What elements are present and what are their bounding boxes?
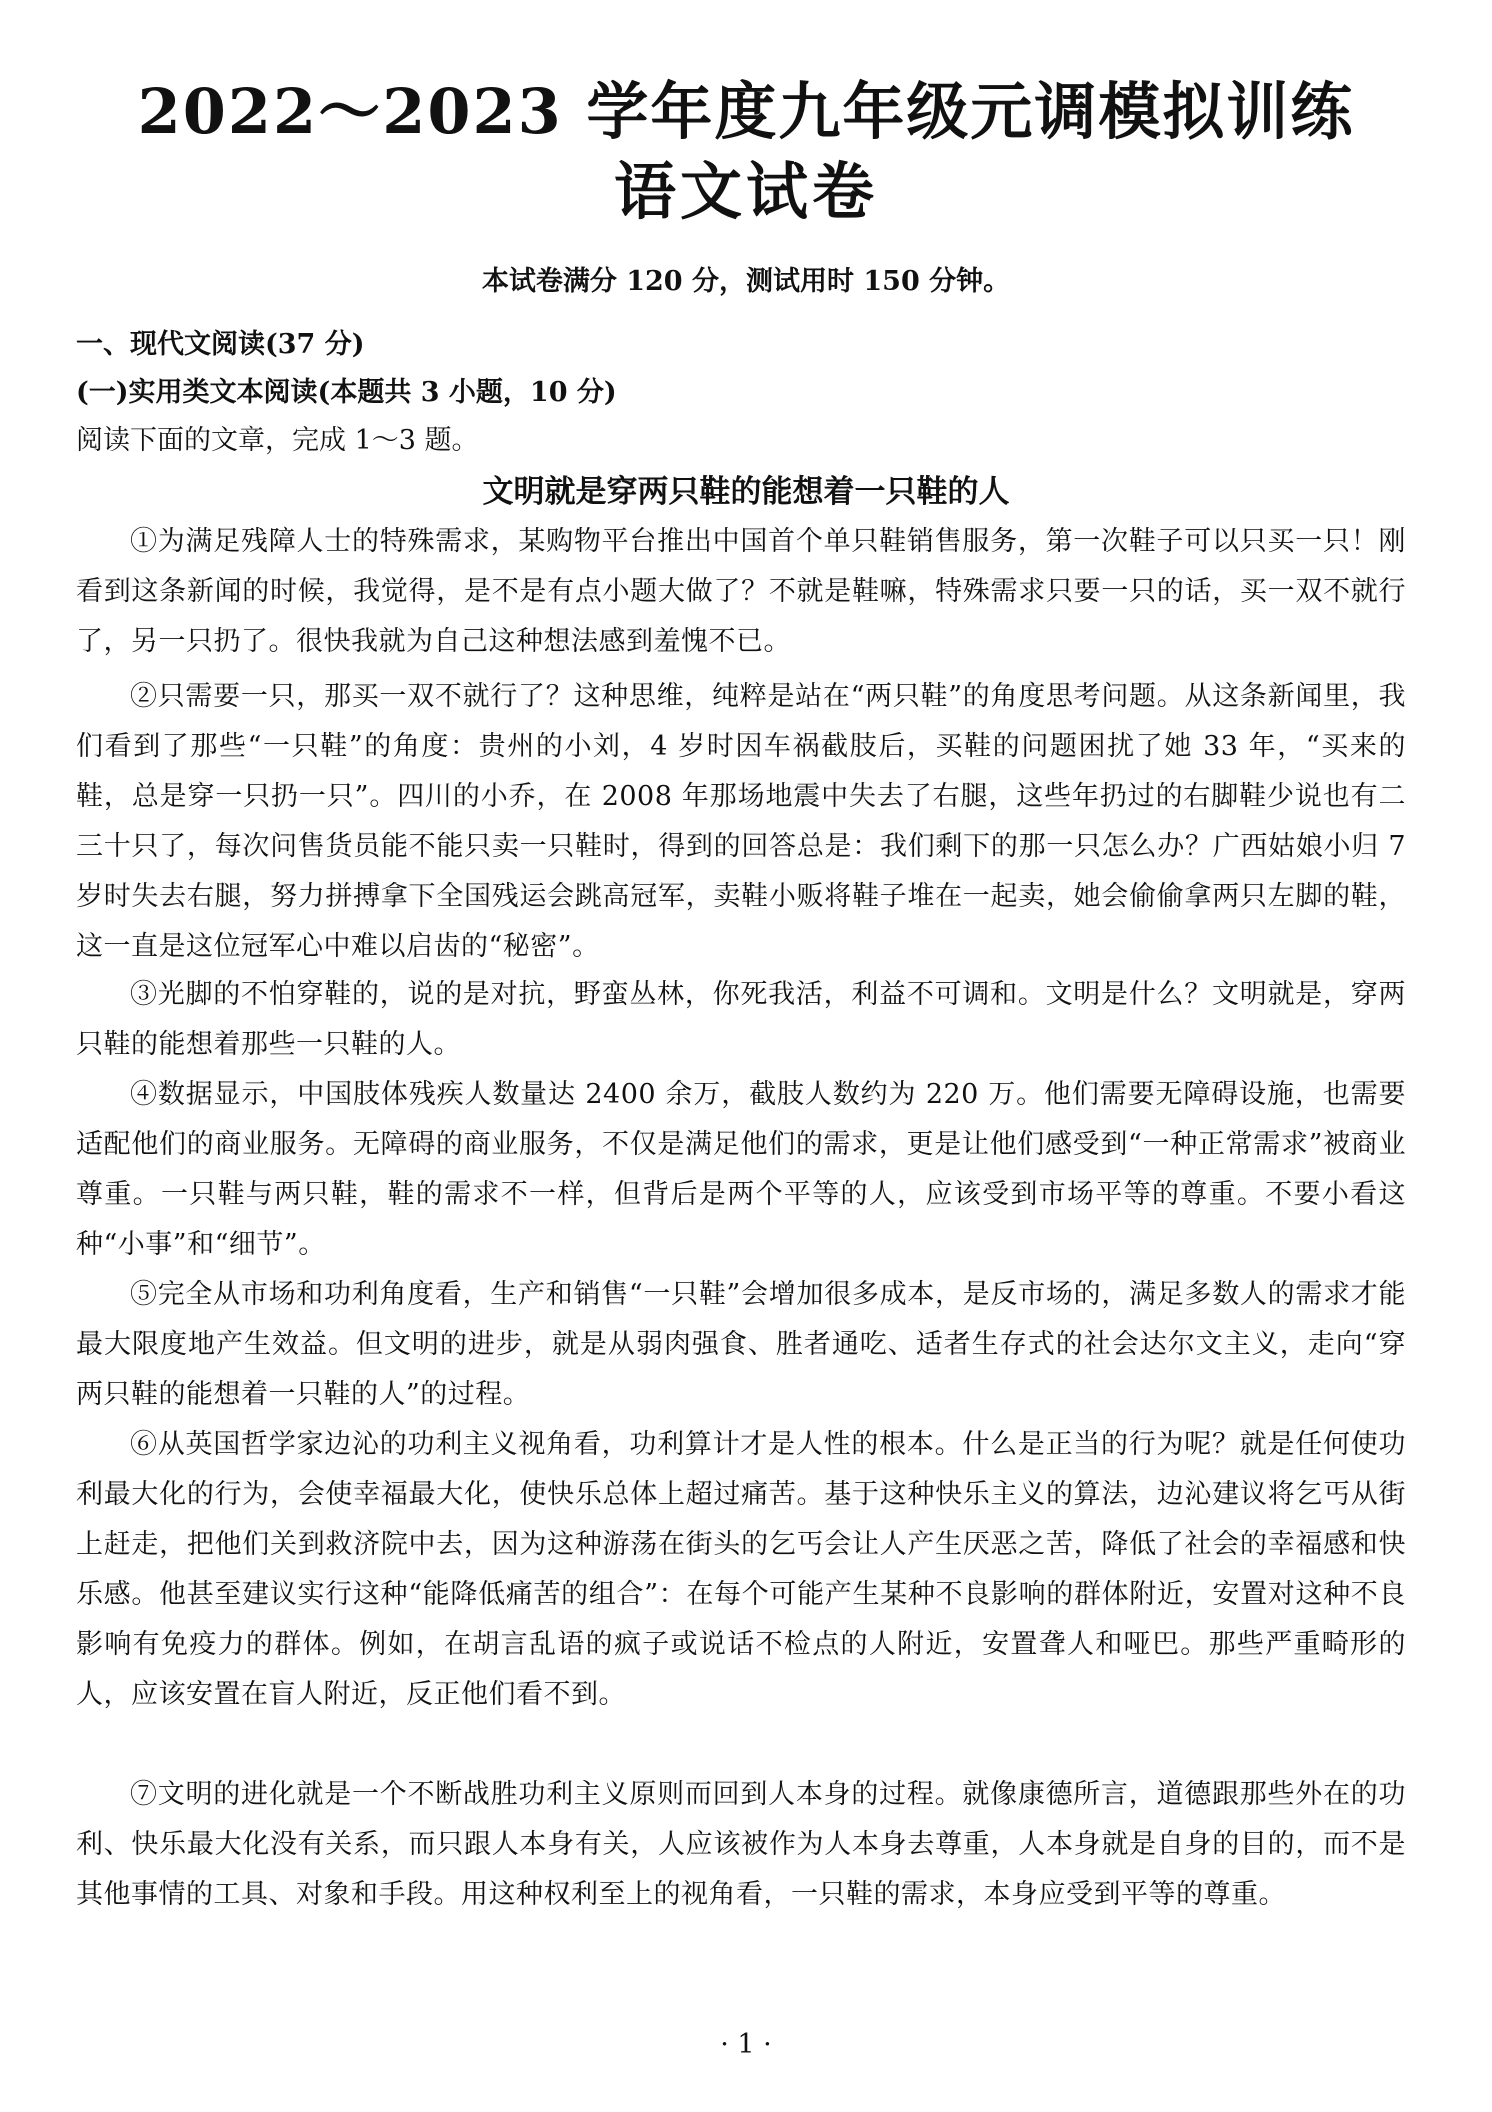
subsection-heading: (一)实用类文本阅读(本题共 3 小题，10 分) bbox=[76, 377, 617, 408]
article-paragraph-5: ⑤完全从市场和功利角度看，生产和销售“一只鞋”会增加很多成本，是反市场的，满足多数人的需求才能最大限度地产生效益。但文明的进步，就是从弱肉强食、胜者通吃、适者生存式的社会达尔文主义，走向“穿两只鞋的能想着一只鞋的人”的过程。 bbox=[76, 1279, 1406, 1410]
article-paragraph-7: ⑦文明的进化就是一个不断战胜功利主义原则而回到人本身的过程。就像康德所言，道德跟那些外在的功利、快乐最大化没有关系，而只跟人本身有关，人应该被作为人本身去尊重，人本身就是自身的目的，而不是其他事情的工具、对象和手段。用这种权利至上的视角看，一只鞋的需求，本身应受到平等的尊重。 bbox=[76, 1779, 1406, 1910]
exam-title: 2022～2023 学年度九年级元调模拟训练 bbox=[137, 75, 1355, 148]
exam-subtitle: 语文试卷 bbox=[613, 155, 878, 228]
article-paragraph-6: ⑥从英国哲学家边沁的功利主义视角看，功利算计才是人性的根本。什么是正当的行为呢？就是任何使功利最大化的行为，会使幸福最大化，使快乐总体上超过痛苦。基于这种快乐主义的算法，边沁建议将乞丐从街上赶走，把他们关到救济院中去，因为这种游荡在街头的乞丐会让人产生厌恶之苦，降低了社会的幸福感和快乐感。他甚至建议实行这种“能降低痛苦的组合”：在每个可能产生某种不良影响的群体附近，安置对这种不良影响有免疫力的群体。例如，在胡言乱语的疯子或说话不检点的人附近，安置聋人和哑巴。那些严重畸形的人，应该安置在盲人附近，反正他们看不到。 bbox=[76, 1429, 1406, 1710]
section-heading: 一、现代文阅读(37 分) bbox=[76, 329, 365, 360]
reading-instruction: 阅读下面的文章，完成 1～3 题。 bbox=[76, 425, 479, 456]
article-paragraph-1: ①为满足残障人士的特殊需求，某购物平台推出中国首个单只鞋销售服务，第一次鞋子可以只买一只！刚看到这条新闻的时候，我觉得，是不是有点小题大做了？不就是鞋嘛，特殊需求只要一只的话，买一双不就行了，另一只扔了。很快我就为自己这种想法感到羞愧不已。 bbox=[76, 526, 1406, 657]
article-paragraph-2: ②只需要一只，那买一双不就行了？这种思维，纯粹是站在“两只鞋”的角度思考问题。从这条新闻里，我们看到了那些“一只鞋”的角度：贵州的小刘，4 岁时因车祸截肢后，买鞋的问题困扰了她 33 年，“买来的鞋，总是穿一只扔一只”。四川的小乔，在 2008 年那场地震中失去了右腿，这些年扔过的右脚鞋少说也有二三十只了，每次问售货员能不能只卖一只鞋时，得到的回答总是：我们剩下的那一只怎么办？广西姑娘小归 7 岁时失去右腿，努力拼搏拿下全国残运会跳高冠军，卖鞋小贩将鞋子堆在一起卖，她会偷偷拿两只左脚的鞋，这一直是这位冠军心中难以启齿的“秘密”。 bbox=[76, 681, 1406, 962]
exam-note: 本试卷满分 120 分，测试用时 150 分钟。 bbox=[481, 266, 1011, 297]
article-paragraph-4: ④数据显示，中国肢体残疾人数量达 2400 余万，截肢人数约为 220 万。他们需要无障碍设施，也需要适配他们的商业服务。无障碍的商业服务，不仅是满足他们的需求，更是让他们感受到“一种正常需求”被商业尊重。一只鞋与两只鞋，鞋的需求不一样，但背后是两个平等的人，应该受到市场平等的尊重。不要小看这种“小事”和“细节”。 bbox=[76, 1079, 1406, 1260]
article-paragraph-3: ③光脚的不怕穿鞋的，说的是对抗，野蛮丛林，你死我活，利益不可调和。文明是什么？文明就是，穿两只鞋的能想着那些一只鞋的人。 bbox=[76, 979, 1406, 1060]
article-title: 文明就是穿两只鞋的能想着一只鞋的人 bbox=[482, 474, 1010, 510]
page-number: · 1 · bbox=[720, 2029, 772, 2060]
